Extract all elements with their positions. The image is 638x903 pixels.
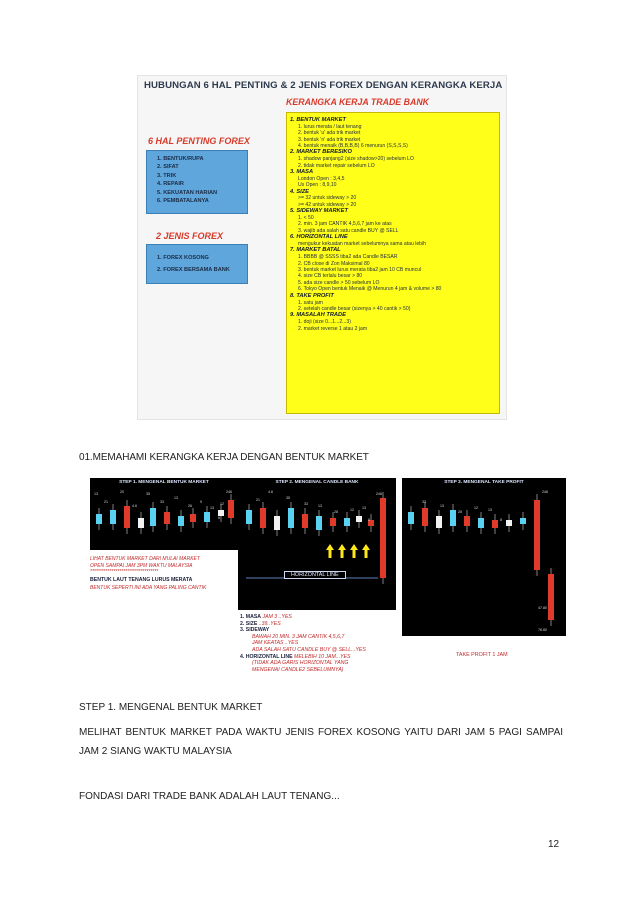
checklist-line: (TIDAK ADA GARIS HORIZONTAL YANG xyxy=(252,660,349,667)
paragraph-line: JAM 2 SIANG WAKTU MALAYSIA xyxy=(79,746,232,757)
chart-value: 13 xyxy=(210,506,214,510)
checklist-line: JAM KEATAS ..YES xyxy=(252,640,299,647)
step1-chart-panel xyxy=(90,478,238,550)
candle xyxy=(190,514,196,522)
candle xyxy=(408,512,414,524)
chart-value: 13 xyxy=(488,508,492,512)
candle xyxy=(316,516,322,530)
candle xyxy=(436,516,442,528)
chart-value: 8 xyxy=(218,516,220,520)
step-heading: STEP 1. MENGENAL BENTUK MARKET xyxy=(79,702,263,713)
section-item: London Open : 3,4,5 xyxy=(298,175,345,182)
horizontal-line-label: HORIZONTAL LINE xyxy=(284,571,346,579)
jenis-item: 2. FOREX BERSAMA BANK xyxy=(157,267,230,273)
arrow-up-icon xyxy=(326,544,334,558)
candle xyxy=(534,500,540,570)
figure-title: HUBUNGAN 6 HAL PENTING & 2 JENIS FOREX DENGAN KERANGKA KERJA xyxy=(144,80,503,91)
figure-subtitle: KERANGKA KERJA TRADE BANK xyxy=(286,97,430,107)
candle xyxy=(274,516,280,530)
checklist-line: MENGENAI CANDLE2 SEBELUMNYA) xyxy=(252,666,344,673)
candle xyxy=(288,508,294,528)
chart-value: 246 xyxy=(376,492,382,496)
section-item: 1. BBBB @ SSSS tiba2 ada Candle BESAR xyxy=(298,254,398,261)
candle xyxy=(204,512,210,522)
section-item: 3. bentuk 'n' ada trik market xyxy=(298,136,361,143)
chart-value: 76.80 xyxy=(538,628,547,632)
section-item: >= 32 untuk sideway > 20 xyxy=(298,195,357,202)
arrow-up-icon xyxy=(338,544,346,558)
hal-penting-title: 6 HAL PENTING FOREX xyxy=(148,136,250,146)
step2-title: STEP 2. MENGENAL CANDLE BANK xyxy=(275,480,359,485)
chart-value: 13 xyxy=(440,504,444,508)
candle xyxy=(178,516,184,526)
section-heading: 9. MASALAH TRADE xyxy=(290,312,346,319)
checklist-line: 2. SIZE ..39..YES xyxy=(240,620,281,627)
section-item: mengukur kekuatan market sebelumnya sama atau lebih xyxy=(298,241,426,248)
candle xyxy=(330,518,336,526)
checklist-line: ADA SALAH SATU CANDLE BUY @ SELL...YES xyxy=(252,646,366,653)
section-item: 4. size CB terlalu besar > 80 xyxy=(298,273,363,280)
step3-chart-panel xyxy=(402,478,566,636)
chart-value: 21 xyxy=(104,500,108,504)
hal-item: 5. KEKUATAN HARIAN xyxy=(157,189,218,196)
step2-chart-panel xyxy=(238,478,396,610)
section-item: 3. wajib ada salah satu candle BUY @ SELL xyxy=(298,227,399,234)
candle xyxy=(520,518,526,524)
chart-value: 13 xyxy=(318,504,322,508)
candle xyxy=(492,520,498,528)
section-item: 1. lurus merata / laut tenang xyxy=(298,123,362,130)
candle xyxy=(228,500,234,518)
hal-item: 6. PEMBATALANYA xyxy=(157,198,209,205)
jenis-item: 1. FOREX KOSONG xyxy=(157,255,209,261)
hal-item: 1. BENTUK/RUPA xyxy=(157,156,204,162)
chart-value: 246 xyxy=(542,490,548,494)
candle xyxy=(450,510,456,526)
section-item: Us Open : 8,9,10 xyxy=(298,182,337,189)
arrow-up-icon xyxy=(350,544,358,558)
figure-caption: 01.MEMAHAMI KERANGKA KERJA DENGAN BENTUK MARKET xyxy=(79,452,369,463)
step1-bold-note: BENTUK LAUT TENANG LURUS MERATA xyxy=(90,577,193,583)
chart-value: 8 xyxy=(368,518,370,522)
section-item: 1. satu jam xyxy=(298,299,323,306)
candle xyxy=(344,518,350,526)
section-market-batal xyxy=(287,247,499,292)
paragraph-line: MELIHAT BENTUK MARKET PADA WAKTU JENIS FOREX KOSONG YAITU DARI JAM 5 PAGI SAMPAI xyxy=(79,727,564,738)
section-item: 2. min. 3 jam CANTIK 4,5,6,7 jam ke atas xyxy=(298,221,392,228)
chart-value: 12 xyxy=(350,508,354,512)
candle xyxy=(138,518,144,528)
section-heading: 5. SIDEWAY MARKET xyxy=(290,208,348,215)
section-item: 5. ada size candle > 50 sebelum LO xyxy=(298,279,380,286)
chart-value: 35 xyxy=(146,492,150,496)
candle xyxy=(260,508,266,528)
note-line: LIHAT BENTUK MARKET DARI MULAI MARKET xyxy=(90,556,200,562)
foundation-text: FONDASI DARI TRADE BANK ADALAH LAUT TENANG... xyxy=(79,791,340,802)
hal-item: 3. TRIK xyxy=(157,172,177,179)
section-heading: 1. BENTUK MARKET xyxy=(290,117,346,123)
chart-value: 246 xyxy=(226,490,232,494)
arrow-up-icon xyxy=(362,544,370,558)
section-item: >= 42 untuk sideway > 20 xyxy=(298,201,357,208)
section-item: 4. bentuk menaik (B,B,B,B) 6 menurun (S,S,S,S) xyxy=(298,143,408,150)
section-bentuk-market xyxy=(287,117,499,149)
candle xyxy=(124,506,130,528)
candle xyxy=(356,516,362,522)
candle xyxy=(96,514,102,524)
step1-candles xyxy=(90,478,238,550)
chart-value: 12 xyxy=(474,506,478,510)
chart-value: 28 xyxy=(458,510,462,514)
hal-item: 2. SIFAT xyxy=(157,164,179,171)
chart-value: 4.6 xyxy=(132,504,137,508)
chart-value: 28 xyxy=(334,510,338,514)
candle xyxy=(302,514,308,528)
step2-candles xyxy=(238,478,396,610)
candle xyxy=(506,520,512,526)
checklist-line: BAWAH 20 MIN. 3 JAM CANTIK 4,5,6,7 xyxy=(252,633,345,640)
jenis-forex-title: 2 JENIS FOREX xyxy=(156,231,224,241)
candle xyxy=(164,512,170,524)
step1-title: STEP 1. MENGENAL BENTUK MARKET xyxy=(119,480,209,485)
section-item: 2. CB close di Zon Maksimal 80 xyxy=(298,260,370,267)
chart-value: 33 xyxy=(422,500,426,504)
chart-value: 26 xyxy=(188,504,192,508)
step2-checklist xyxy=(240,614,366,673)
chart-steps-figure xyxy=(82,478,566,690)
chart-value: 33 xyxy=(160,500,164,504)
framework-figure xyxy=(137,75,507,420)
section-item: 2. setelah candle besar (sizenya > 40 cantik > 50) xyxy=(298,305,411,312)
section-item: 2. bentuk 'u' ada trik market xyxy=(298,130,361,137)
checklist-line: 1. MASA JAM 3 ..YES xyxy=(240,614,292,620)
candle xyxy=(380,498,386,578)
chart-value: 13 xyxy=(362,506,366,510)
page-number: 12 xyxy=(548,839,560,850)
section-masa xyxy=(287,169,499,189)
section-sideway-market xyxy=(287,208,499,234)
take-profit-label: TAKE PROFIT 1 JAM xyxy=(456,652,508,658)
kerangka-kerja-box xyxy=(286,112,500,414)
chart-value: 47.80 xyxy=(538,606,547,610)
section-item: 3. bentuk market lurus merata tiba2 jam 10 CB muncul xyxy=(298,267,422,274)
section-take-profit xyxy=(287,293,499,313)
hal-penting-box xyxy=(146,150,248,214)
section-item: 2. market reverse 1 atau 2 jam xyxy=(298,325,368,332)
section-heading: 3. MASA xyxy=(290,169,314,176)
chart-value: 33 xyxy=(304,502,308,506)
section-masalah-trade xyxy=(287,312,499,332)
chart-value: 9 xyxy=(200,500,202,504)
candle xyxy=(150,508,156,526)
step3-candles xyxy=(402,478,566,636)
jenis-forex-box xyxy=(146,244,248,284)
chart-value: 20 xyxy=(120,490,124,494)
step3-title: STEP 3. MENGENAL TAKE PROFIT xyxy=(444,480,524,485)
chart-value: 21 xyxy=(256,498,260,502)
section-item: 2. tidak market repair sebelum LO xyxy=(298,162,375,169)
chart-value: 8 xyxy=(500,518,502,522)
section-size xyxy=(287,189,499,209)
chart-value: 35 xyxy=(286,496,290,500)
candle xyxy=(110,510,116,524)
section-heading: 6. HORIZONTAL LINE xyxy=(290,234,348,241)
section-item: 1. shadow panjang2 (size shadow>20) sebelum LO xyxy=(298,156,414,163)
hal-item: 4. REPAIR xyxy=(157,181,184,188)
section-item: 1. doji (size 0...1...2...3) xyxy=(298,319,351,326)
chart-value: 12 xyxy=(220,502,224,506)
section-item: 6. Tokyo Open bentuk Menaik @ Menurun 4 jam & volume > 80 xyxy=(298,286,442,293)
section-heading: 2. MARKET BERESIKO xyxy=(290,149,352,156)
checklist-line: 4. HORIZONTAL LINE MELEBIH 10 JAM...YES xyxy=(240,653,351,660)
chart-value: 13 xyxy=(94,492,98,496)
candle xyxy=(246,510,252,524)
note-line: OPEN SAMPAI JAM 3PM WAKTU MALAYSIA xyxy=(90,562,193,569)
section-heading: 7. MARKET BATAL xyxy=(290,247,341,254)
section-horizontal-line xyxy=(287,234,499,247)
chart-value: 13 xyxy=(174,496,178,500)
chart-value: 4.6 xyxy=(268,490,273,494)
step1-note xyxy=(90,556,200,576)
section-heading: 8. TAKE PROFIT xyxy=(290,292,334,299)
note-line: *********************************** xyxy=(90,569,159,576)
section-market-beresiko xyxy=(287,149,499,169)
section-heading: 4. SIZE xyxy=(290,188,309,195)
checklist-line: 3. SIDEWAY xyxy=(240,627,270,634)
candle xyxy=(548,574,554,620)
candle xyxy=(478,518,484,528)
step1-note-2: BENTUK SEPERTI INI ADA YANG PALING CANTIK xyxy=(90,585,207,591)
candle xyxy=(422,508,428,526)
section-item: 1. < 50 xyxy=(298,215,314,222)
candle xyxy=(464,516,470,526)
